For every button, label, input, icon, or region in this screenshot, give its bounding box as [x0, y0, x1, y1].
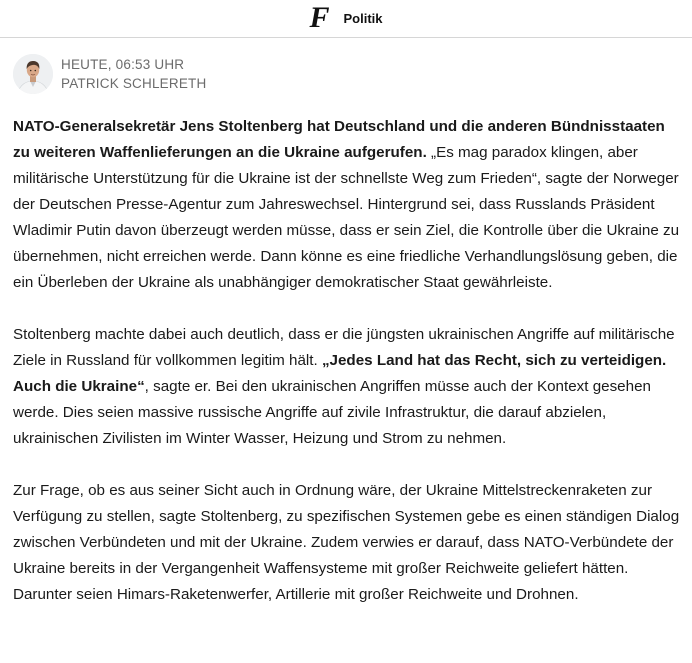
- byline-meta: [61, 55, 206, 93]
- section-label[interactable]: Politik: [343, 11, 383, 26]
- author-avatar[interactable]: [13, 54, 53, 94]
- paragraph-2-start: Stoltenberg machte dabei auch deutlich, dass er die jüngsten ukrainischen Angriffe auf militärische Ziele in Russland für vollkommen legitim hält.: [13, 326, 675, 369]
- paragraph-1-text: „Es mag paradox klingen, aber militärische Unterstützung für die Ukraine ist der schnellste Weg zum Frieden“, sagte der Norweger der Deutschen Presse-Agentur zum Jahreswechsel. Hintergrund sei, dass Russlands Präsident Wladimir Putin davon überzeugt werden müsse, dass er sein Ziel, die Kontrolle über die Ukraine zu übernehmen, nicht erreichen werde. Dann könne es eine friedliche Verhandlungslösung geben, die ein Überleben der Ukraine als unabhängiger demokratischer Staat gewährleiste.: [13, 144, 680, 291]
- quote-highlight: „Jedes Land hat das Recht, sich zu verteidigen. Auch die Ukraine“: [13, 352, 667, 395]
- person-icon: [13, 54, 53, 94]
- paragraph-3: Zur Frage, ob es aus seiner Sicht auch in Ordnung wäre, der Ukraine Mittelstreckenraketen zur Verfügung zu stellen, sagte Stoltenberg, zu spezifischen Systemen gebe es einen ständigen Dialog zwischen Verbündeten und mit der Ukraine. Zudem verwies er darauf, dass NATO-Verbündete der Ukraine bereits in der Vergangenheit Waffensysteme mit großer Reichweite geliefert hätten. Darunter seien Himars-Raketenwerfer, Artillerie mit großer Reichweite und Drohnen.: [13, 482, 680, 603]
- top-bar: [0, 0, 692, 38]
- publish-time: HEUTE, 06:53 UHR: [61, 57, 185, 72]
- faz-logo[interactable]: F: [309, 0, 330, 34]
- byline: [13, 54, 692, 94]
- lead-text: NATO-Generalsekretär Jens Stoltenberg hat Deutschland und die anderen Bündnisstaaten zu weiteren Waffenlieferungen an die Ukraine aufgerufen.: [13, 118, 665, 161]
- paragraph-2: [13, 322, 682, 452]
- paragraph-1: [13, 114, 682, 296]
- article-body: [0, 114, 692, 608]
- paragraph-2-end: , sagte er. Bei den ukrainischen Angriffen müsse auch der Kontext gesehen werde. Dies seien massive russische Angriffe auf zivile Infrastruktur, die darauf abzielen, ukrainischen Zivilisten im Winter Wasser, Heizung und Strom zu nehmen.: [13, 378, 651, 447]
- author-name[interactable]: PATRICK SCHLERETH: [61, 76, 207, 91]
